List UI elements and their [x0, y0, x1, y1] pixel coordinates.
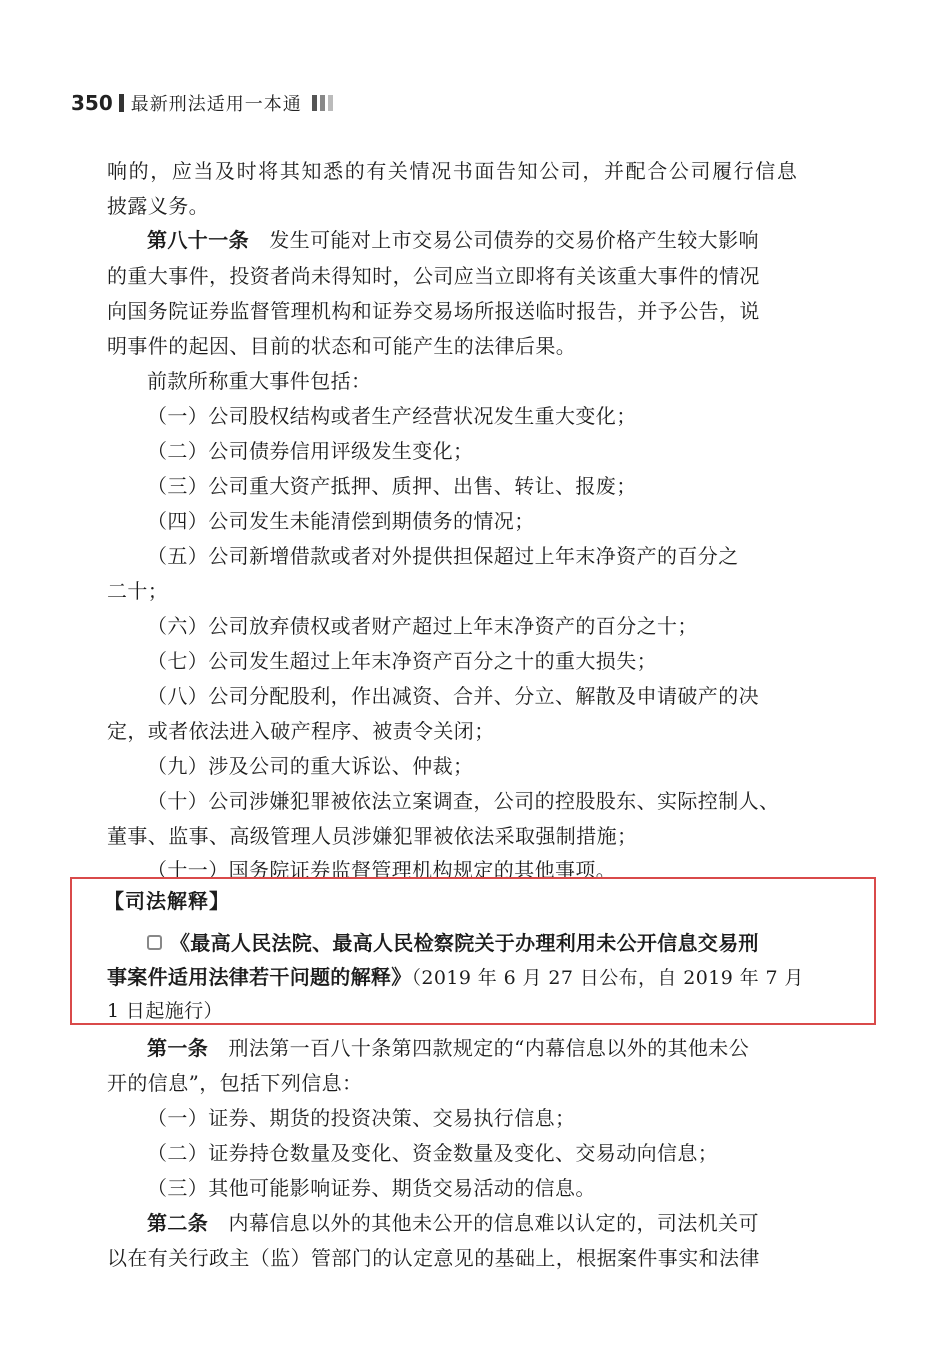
- glyph: ，: [582, 159, 603, 183]
- doc-title: 《最高人民法院、最高人民检察院关于办理利用未公开信息交易刑: [170, 931, 759, 955]
- glyph: 况: [431, 159, 452, 183]
- glyph: 知: [517, 159, 538, 183]
- article-1-line: [147, 1030, 797, 1066]
- list-item: （十）公司涉嫌犯罪被依法立案调查，公司的控股股东、实际控制人、: [147, 789, 780, 813]
- body-line: 的重大事件，投资者尚未得知时，公司应当立即将有关该重大事件的情况: [107, 264, 760, 288]
- page-number: 350: [71, 91, 113, 115]
- body-line: [107, 153, 797, 189]
- book-title: 最新刑法适用一本通: [130, 94, 302, 115]
- glyph: 情: [409, 159, 430, 183]
- body-line: 明事件的起因、目前的状态和可能产生的法律后果。: [107, 334, 577, 358]
- list-item: （一）公司股权结构或者生产经营状况发生重大变化；: [147, 404, 637, 428]
- glyph: 时: [236, 159, 257, 183]
- list-item: （八）公司分配股利，作出减资、合并、分立、解散及申请破产的决: [147, 684, 759, 708]
- list-item: （五）公司新增借款或者对外提供担保超过上年末净资产的百分之: [147, 544, 739, 568]
- list-item-cont: 定，或者依法进入破产程序、被责令关闭；: [107, 719, 495, 743]
- list-item-cont: 董事、监事、高级管理人员涉嫌犯罪被依法采取强制措施；: [107, 824, 638, 848]
- glyph: 配: [625, 159, 646, 183]
- glyph: 公: [668, 159, 689, 183]
- glyph: 并: [604, 159, 625, 183]
- glyph: 行: [733, 159, 754, 183]
- list-item: （三）公司重大资产抵押、质押、出售、转让、报废；: [147, 474, 637, 498]
- list-item: （九）涉及公司的重大诉讼、仲裁；: [147, 754, 474, 778]
- header-divider: [119, 94, 124, 112]
- glyph: ，: [150, 159, 171, 183]
- list-item: （七）公司发生超过上年末净资产百分之十的重大损失；: [147, 649, 657, 673]
- list-item: （二）证券持仓数量及变化、资金数量及变化、交易动向信息；: [147, 1141, 719, 1165]
- article-1-title: 第一条: [147, 1036, 209, 1060]
- list-item: （二）公司债券信用评级发生变化；: [147, 439, 474, 463]
- glyph: 的: [128, 159, 149, 183]
- glyph: 有: [366, 159, 387, 183]
- effective-date: 1 日起施行）: [107, 1000, 223, 1022]
- glyph: 息: [776, 159, 797, 183]
- glyph: 告: [495, 159, 516, 183]
- body-line: 开的信息”，包括下列信息：: [107, 1071, 363, 1095]
- list-item: （四）公司发生未能清偿到期债务的情况；: [147, 509, 535, 533]
- body-line: 前款所称重大事件包括：: [147, 369, 372, 393]
- glyph: 及: [215, 159, 236, 183]
- publication-info: （2019 年 6 月 27 日公布，自 2019 年 7 月: [411, 967, 804, 989]
- article-81-line: [147, 222, 797, 258]
- list-item: （六）公司放弃债权或者财产超过上年末净资产的百分之十；: [147, 614, 698, 638]
- list-item-cont: 二十；: [107, 579, 169, 603]
- glyph: 的: [344, 159, 365, 183]
- square-bullet-icon: [147, 935, 162, 950]
- glyph: 其: [279, 159, 300, 183]
- text-run: 发生可能对上市交易公司债券的交易价格产生较大影响: [269, 228, 759, 252]
- article-2-line: [147, 1205, 797, 1241]
- judicial-interpretation-title: 【司法解释】: [104, 889, 230, 913]
- glyph: 知: [301, 159, 322, 183]
- article-81-title: 第八十一条: [147, 228, 249, 252]
- list-item: （一）证券、期货的投资决策、交易执行信息；: [147, 1106, 576, 1130]
- list-item: （三）其他可能影响证券、期货交易活动的信息。: [147, 1176, 596, 1200]
- glyph: 公: [539, 159, 560, 183]
- glyph: 将: [258, 159, 279, 183]
- text-run: 内幕信息以外的其他未公开的信息难以认定的，司法机关可: [228, 1211, 759, 1235]
- glyph: 信: [755, 159, 776, 183]
- glyph: 悉: [323, 159, 344, 183]
- glyph: 面: [474, 159, 495, 183]
- body-line: 披露义务。: [107, 194, 209, 218]
- doc-title-line: [107, 959, 804, 995]
- glyph: 书: [452, 159, 473, 183]
- header-decoration-icon: [312, 95, 336, 111]
- text-run: 刑法第一百八十条第四款规定的“内幕信息以外的其他未公: [228, 1036, 750, 1060]
- glyph: 应: [171, 159, 192, 183]
- glyph: 当: [193, 159, 214, 183]
- glyph: 关: [387, 159, 408, 183]
- glyph: 司: [560, 159, 581, 183]
- doc-title-cont: 事案件适用法律若干问题的解释》: [107, 965, 412, 989]
- doc-title-line: [147, 925, 797, 961]
- list-item: （十一）国务院证券监督管理机构规定的其他事项。: [147, 858, 617, 882]
- body-line: 以在有关行政主（监）管部门的认定意见的基础上，根据案件事实和法律: [107, 1246, 760, 1270]
- glyph: 履: [712, 159, 733, 183]
- glyph: 合: [647, 159, 668, 183]
- body-line: 向国务院证券监督管理机构和证券交易场所报送临时报告，并予公告，说: [107, 299, 760, 323]
- glyph: 响: [107, 159, 127, 183]
- glyph: 司: [690, 159, 711, 183]
- running-header: [71, 88, 336, 118]
- article-2-title: 第二条: [147, 1211, 209, 1235]
